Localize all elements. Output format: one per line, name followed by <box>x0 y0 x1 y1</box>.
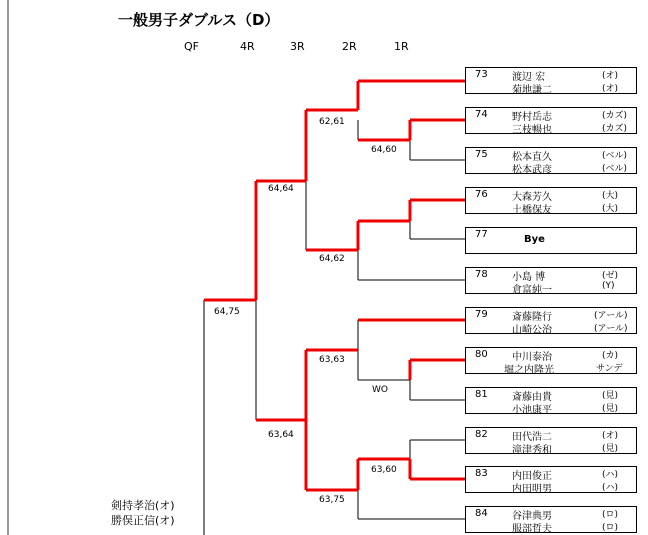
player-name: 内田俊正 <box>512 471 552 482</box>
entry-79 <box>465 307 637 334</box>
entry-number: 74 <box>475 109 488 120</box>
entry-number: 79 <box>475 309 488 320</box>
entry-80 <box>465 347 637 374</box>
entry-number: 78 <box>475 269 488 280</box>
club-name: (オ) <box>602 84 619 94</box>
entry-81 <box>465 387 637 414</box>
match-score: 64,60 <box>371 145 397 155</box>
entry-number: 82 <box>475 429 488 440</box>
entry-number: 73 <box>475 69 488 80</box>
round-header-4r: 4R <box>240 40 255 53</box>
bracket-winner-lines <box>204 81 465 490</box>
player-name: 松本武彦 <box>512 165 552 176</box>
player-name: 山崎公治 <box>512 325 552 336</box>
entry-84 <box>465 506 637 533</box>
player-name: 滝津秀和 <box>512 445 552 456</box>
round-header-qf: QF <box>184 40 199 53</box>
club-name: (ハ) <box>602 483 619 493</box>
player-name: 堀之内隆光 <box>504 365 554 376</box>
player-name: 野村岳志 <box>512 112 552 123</box>
match-score: 63,64 <box>268 430 294 440</box>
club-name: (大) <box>602 191 619 201</box>
match-score: 64,64 <box>268 184 294 194</box>
club-name: (ハ) <box>602 470 619 480</box>
entry-73 <box>465 67 637 94</box>
club-name: (ロ) <box>602 523 619 533</box>
club-name: (カズ) <box>602 124 628 134</box>
entry-78 <box>465 267 637 294</box>
match-score: 64,75 <box>214 307 240 317</box>
entry-74 <box>465 107 637 134</box>
round-header-3r: 3R <box>290 40 305 53</box>
match-score: 62,61 <box>319 117 345 127</box>
entry-number: 77 <box>475 229 488 240</box>
entry-number: 76 <box>475 189 488 200</box>
club-name: (ゼ) <box>602 271 619 281</box>
player-name: 中川泰治 <box>512 352 552 363</box>
player-name: 大森芳久 <box>512 192 552 203</box>
player-name: 小島 博 <box>512 272 546 283</box>
club-name: (ベル) <box>602 151 628 161</box>
club-name: (Y) <box>602 281 615 291</box>
club-name: (見) <box>602 444 619 454</box>
entry-82 <box>465 427 637 454</box>
page-title: 一般男子ダブルス（D） <box>118 11 280 29</box>
bye-label: Bye <box>524 234 545 245</box>
club-name: サンデ <box>596 364 623 374</box>
player-name: 小池康平 <box>512 405 552 416</box>
match-score: WO <box>372 385 388 395</box>
entry-76 <box>465 187 637 214</box>
match-score: 63,63 <box>319 355 345 365</box>
player-name: 三枝暢也 <box>512 125 552 136</box>
club-name: (ロ) <box>602 510 619 520</box>
club-name: (アール) <box>594 324 628 334</box>
club-name: (見) <box>602 404 619 414</box>
entry-83 <box>465 466 637 493</box>
player-name: 斎藤由貴 <box>512 392 552 403</box>
player-name: 服部哲夫 <box>512 524 552 535</box>
club-name: (オ) <box>602 431 619 441</box>
entry-75 <box>465 147 637 174</box>
club-name: (ベル) <box>602 164 628 174</box>
club-name: (アール) <box>594 311 628 321</box>
entry-77 <box>465 227 637 254</box>
club-name: (オ) <box>602 71 619 81</box>
qf-opponent-line2: 勝俣正信(オ) <box>111 514 175 527</box>
match-score: 63,75 <box>319 495 345 505</box>
club-name: (カズ) <box>602 111 628 121</box>
bracket-black-lines <box>204 120 465 535</box>
player-name: 斎藤隆行 <box>512 312 552 323</box>
entry-number: 75 <box>475 149 488 160</box>
entry-number: 84 <box>475 508 488 519</box>
qf-opponent-line1: 剣持孝治(オ) <box>111 499 175 512</box>
entry-number: 81 <box>475 389 488 400</box>
player-name: 倉富純一 <box>512 285 552 296</box>
player-name: 松本直久 <box>512 152 552 163</box>
qf-opponent <box>111 498 175 528</box>
player-name: 菊地謙二 <box>512 85 552 96</box>
club-name: (見) <box>602 391 619 401</box>
round-header-1r: 1R <box>394 40 409 53</box>
entry-number: 80 <box>475 349 488 360</box>
player-name: 内田明男 <box>512 484 552 495</box>
round-header-2r: 2R <box>342 40 357 53</box>
player-name: 田代浩二 <box>512 432 552 443</box>
player-name: 渡辺 宏 <box>512 72 546 83</box>
club-name: (大) <box>602 204 619 214</box>
match-score: 63,60 <box>371 465 397 475</box>
club-name: (カ) <box>602 351 619 361</box>
entry-number: 83 <box>475 468 488 479</box>
player-name: 土橋保友 <box>512 205 552 216</box>
match-score: 64,62 <box>319 254 345 264</box>
player-name: 谷津典男 <box>512 511 552 522</box>
